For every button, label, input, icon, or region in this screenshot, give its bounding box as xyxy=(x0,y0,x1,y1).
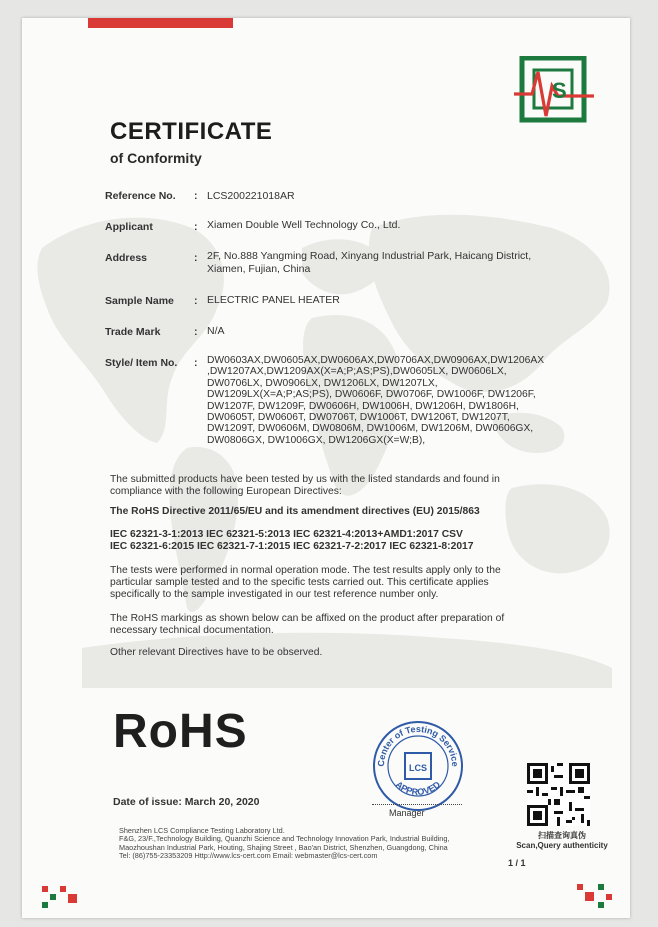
standards-line: IEC 62321-6:2015 IEC 62321-7-1:2015 IEC 62321-7-2:2017 IEC 62321-8:2017 xyxy=(110,541,474,552)
colon: : xyxy=(194,190,198,202)
standards-line: IEC 62321-3-1:2013 IEC 62321-5:2013 IEC 62321-4:2013+AMD1:2017 CSV xyxy=(110,529,463,540)
colon: : xyxy=(194,326,198,338)
tests-line: The tests were performed in normal operation mode. The test results apply only to the xyxy=(110,565,501,576)
marking-paragraph xyxy=(110,613,550,637)
reference-value: LCS200221018AR xyxy=(207,190,295,202)
trade-mark-value: N/A xyxy=(207,325,225,337)
certificate-title: CERTIFICATE xyxy=(110,118,273,145)
lcs-logo xyxy=(514,56,594,128)
standards-list xyxy=(110,529,550,553)
corner-square xyxy=(598,884,604,890)
colon: : xyxy=(194,357,198,369)
lab-name: Shenzhen LCS Compliance Testing Laboratory Ltd. xyxy=(119,826,285,835)
tests-paragraph xyxy=(110,565,550,601)
address-line: Xiamen, Fujian, China xyxy=(207,263,311,275)
qr-caption-chinese: 扫描查询真伪 xyxy=(538,831,586,840)
qr-caption-english: Scan,Query authenticity xyxy=(516,841,608,850)
colon: : xyxy=(194,295,198,307)
intro-line: The submitted products have been tested by us with the listed standards and found in xyxy=(110,474,500,485)
lab-contact-line: Tel: (86)755-23353209 Http://www.lcs-cert.com Email: webmaster@lcs-cert.com xyxy=(119,851,378,861)
lab-contact-block xyxy=(119,827,519,861)
applicant-label: Applicant xyxy=(105,221,153,233)
trade-mark-label: Trade Mark xyxy=(105,326,161,338)
approved-stamp xyxy=(370,718,466,814)
qr-code[interactable] xyxy=(527,763,590,826)
svg-text:LCS: LCS xyxy=(409,763,427,773)
marking-line: The RoHS markings as shown below can be affixed on the product after preparation of xyxy=(110,613,505,624)
reference-label: Reference No. xyxy=(105,190,176,202)
page-number: 1 / 1 xyxy=(508,858,526,868)
address-line: 2F, No.888 Yangming Road, Xinyang Industrial Park, Haicang District, xyxy=(207,250,532,262)
colon: : xyxy=(194,252,198,264)
style-item-value xyxy=(207,355,577,446)
corner-square xyxy=(606,894,612,900)
directive-text: The RoHS Directive 2011/65/EU and its amendment directives (EU) 2015/863 xyxy=(110,506,480,517)
intro-line: compliance with the following European Directives: xyxy=(110,486,342,497)
item-line: DW0706LX, DW0906LX, DW1206LX, DW1207LX, xyxy=(207,377,438,389)
item-line: DW0806GX, DW1006GX, DW1206GX(X=W;B), xyxy=(207,434,426,446)
svg-text:S: S xyxy=(552,78,567,103)
item-line: DW0603AX,DW0605AX,DW0606AX,DW0706AX,DW0906AX,DW1206AX xyxy=(207,355,545,366)
item-line: DW1207F, DW1209F, DW0606H, DW1006H, DW1206H, DW1806H, xyxy=(207,400,519,412)
applicant-value: Xiamen Double Well Technology Co., Ltd. xyxy=(207,219,401,231)
corner-square xyxy=(68,894,77,903)
corner-square xyxy=(42,902,48,908)
item-line: DW1209T, DW0606M, DW0806M, DW1006M, DW1206M, DW0606GX, xyxy=(207,423,534,435)
certificate-page xyxy=(22,18,630,918)
signatory-role: Manager xyxy=(389,808,425,818)
corner-square xyxy=(42,886,48,892)
other-directives-text: Other relevant Directives have to be observed. xyxy=(110,647,323,658)
intro-paragraph xyxy=(110,474,550,498)
colon: : xyxy=(194,221,198,233)
issue-date: Date of issue: March 20, 2020 xyxy=(113,796,260,808)
rohs-mark: RoHS xyxy=(113,705,248,758)
svg-text:Center of Testing Service: Center of Testing Service xyxy=(375,723,461,767)
corner-square xyxy=(598,902,604,908)
tests-line: particular sample tested and to the specific tests carried out. This certificate applies xyxy=(110,577,489,588)
svg-text:APPROVED: APPROVED xyxy=(393,779,443,798)
corner-square xyxy=(577,884,583,890)
sample-name-value: ELECTRIC PANEL HEATER xyxy=(207,294,340,306)
address-label: Address xyxy=(105,252,148,264)
style-item-label: Style/ Item No. xyxy=(105,357,178,369)
corner-square xyxy=(50,894,56,900)
address-value xyxy=(207,250,597,276)
qr-caption xyxy=(512,831,612,851)
top-red-bar xyxy=(88,18,233,28)
marking-line: necessary technical documentation. xyxy=(110,625,274,636)
tests-line: specifically to the sample investigated in our test reference number only. xyxy=(110,589,439,600)
certificate-subtitle: of Conformity xyxy=(110,150,202,166)
item-line: DW0605T, DW0606T, DW0706T, DW1006T, DW1206T, DW1207T, xyxy=(207,412,510,424)
corner-square xyxy=(60,886,66,892)
signature-line xyxy=(372,804,462,805)
sample-name-label: Sample Name xyxy=(105,295,174,307)
lab-address-line: Maozhoushan Industrial Park, Houting, Shajing Street , Bao'an District, Shenzhen, Guangdong, China xyxy=(119,842,448,852)
item-line: DW1209LX(X=A;P;AS;PS), DW0606F, DW0706F, DW1006F, DW1206F, xyxy=(207,389,536,401)
item-line: ,DW1207AX,DW1209AX(X=A;P;AS;PS),DW0605LX, DW0606LX, xyxy=(207,366,507,378)
corner-square xyxy=(585,892,594,901)
lab-address-line: F&G, 23/F.,Technology Building, Quanzhi Science and Technology Innovation Park, Industrial Building, xyxy=(119,834,450,844)
